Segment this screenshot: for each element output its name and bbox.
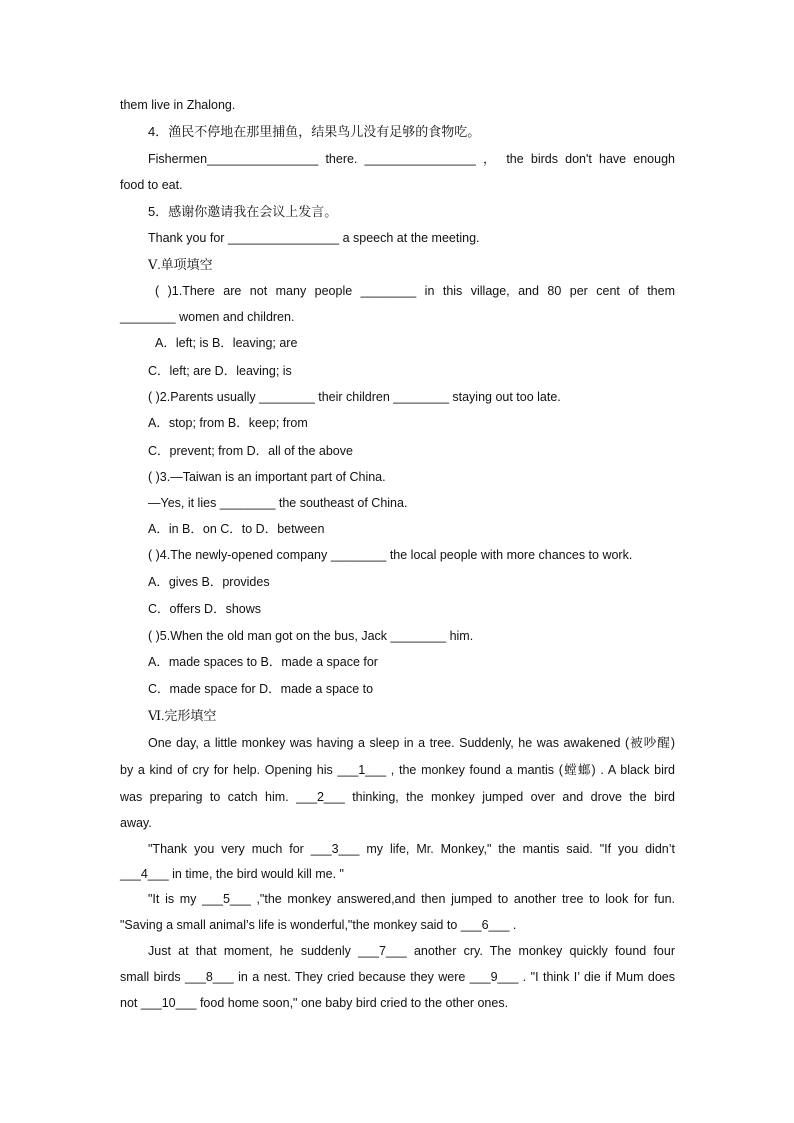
passage-line: "Saving a small animal’s life is wonderful,"the monkey said to ___6___ . bbox=[120, 918, 517, 932]
answer-options: A．left; is B．leaving; are bbox=[155, 336, 298, 350]
passage-line: small birds ___8___ in a nest. They cried because they were ___9___ . "I think I’ die if Mum does bbox=[120, 970, 675, 984]
passage-line: away. bbox=[120, 816, 152, 830]
passage-line: ___4___ in time, the bird would kill me. " bbox=[120, 867, 344, 881]
question-stem: ( )1.There are not many people ________ in this village, and 80 per cent of them bbox=[155, 284, 675, 298]
question-stem: ( )2.Parents usually ________ their children ________ staying out too late. bbox=[148, 390, 561, 404]
question-prompt: 4．渔民不停地在那里捕鱼，结果鸟儿没有足够的食物吃。 bbox=[148, 124, 481, 139]
passage-line: "Thank you very much for ___3___ my life, Mr. Monkey," the mantis said. "If you didn’t bbox=[148, 842, 675, 856]
question-stem: ( )5.When the old man got on the bus, Jack ________ him. bbox=[148, 629, 474, 643]
section-heading: Ⅵ.完形填空 bbox=[148, 708, 217, 723]
passage-line: not ___10___ food home soon," one baby bird cried to the other ones. bbox=[120, 996, 509, 1010]
section-heading: Ⅴ.单项填空 bbox=[148, 257, 213, 272]
answer-options: A．made spaces to B．made a space for bbox=[148, 655, 378, 669]
answer-options: C．made space for D．made a space to bbox=[148, 682, 374, 696]
text-line: food to eat. bbox=[120, 178, 183, 192]
answer-options: C．offers D．shows bbox=[148, 602, 261, 616]
answer-options: A．gives B．provides bbox=[148, 575, 270, 589]
passage-line: was preparing to catch him. ___2___ thinking, the monkey jumped over and drove the bird bbox=[120, 790, 675, 804]
fill-blank-sentence: Fishermen________________ there. ________________ ， the birds don't have enough bbox=[148, 152, 675, 166]
passage-line: by a kind of cry for help. Opening his ___1___ , the monkey found a mantis (螳螂) . A black bird bbox=[120, 763, 675, 777]
passage-line: Just at that moment, he suddenly ___7___ another cry. The monkey quickly found four bbox=[148, 944, 675, 958]
passage-line: One day, a little monkey was having a sleep in a tree. Suddenly, he was awakened (被吵醒) bbox=[148, 736, 675, 750]
text-line: —Yes, it lies ________ the southeast of China. bbox=[148, 496, 408, 510]
answer-options: A．stop; from B．keep; from bbox=[148, 416, 308, 430]
text-line: ________ women and children. bbox=[120, 310, 295, 324]
answer-options: A．in B．on C．to D．between bbox=[148, 522, 325, 536]
answer-options: C．left; are D．leaving; is bbox=[148, 364, 292, 378]
text-line: them live in Zhalong. bbox=[120, 98, 236, 112]
answer-options: C．prevent; from D．all of the above bbox=[148, 444, 353, 458]
question-stem: ( )3.—Taiwan is an important part of China. bbox=[148, 470, 386, 484]
question-stem: ( )4.The newly-opened company ________ the local people with more chances to work. bbox=[148, 548, 633, 562]
passage-line: "It is my ___5___ ,"the monkey answered,and then jumped to another tree to look for fun. bbox=[148, 892, 675, 906]
question-prompt: 5．感谢你邀请我在会议上发言。 bbox=[148, 204, 338, 219]
fill-blank-sentence: Thank you for ________________ a speech at the meeting. bbox=[148, 231, 480, 245]
